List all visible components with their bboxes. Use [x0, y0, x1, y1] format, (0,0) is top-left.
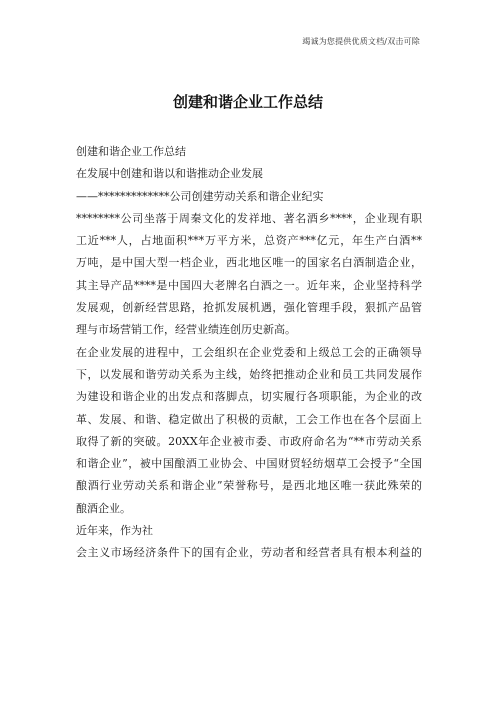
paragraph	[76, 141, 422, 163]
paragraph	[76, 520, 422, 542]
text-line: 理与市场营销工作，经营业绩连创历史新高。	[76, 323, 296, 337]
text-line: 创建和谐企业工作总结	[76, 145, 186, 158]
text-line: 发展观，创新经营思路，抢抓发展机遇，强化管理手段，狠抓产品管	[76, 301, 422, 315]
text-line: 在发展中创建和谐以和谐推动企业发展	[76, 167, 263, 181]
text-line: 在企业发展的进程中，工会组织在企业党委和上级总工会的正确领导	[76, 345, 422, 359]
text-line: 工近***人，占地面积***万平方米，总资产***亿元，年生产白酒**	[76, 234, 422, 248]
document-body	[76, 141, 422, 565]
paragraph	[76, 208, 422, 342]
text-line: 万吨，是中国大型一档企业，西北地区唯一的国家名白酒制造企业，	[76, 256, 422, 270]
text-line: 下，以发展和谐劳动关系为主线，始终把推动企业和员工共同发展作	[76, 367, 422, 381]
text-line: ——*************公司创建劳动关系和谐企业纪实	[76, 189, 324, 203]
text-line: 为建设和谐企业的出发点和落脚点，切实履行各项职能，为企业的改	[76, 390, 422, 404]
text-line: ********公司坐落于周秦文化的发祥地、著名酒乡****，企业现有职	[76, 211, 422, 225]
paragraph	[76, 342, 422, 520]
text-line: 和谐企业”，被中国酿酒工业协会、中国财贸轻纺烟草工会授予“全国	[76, 457, 422, 471]
document-title: 创建和谐企业工作总结	[172, 93, 323, 111]
text-line: 革、发展、和谐、稳定做出了积极的贡献，工会工作也在各个层面上	[76, 412, 422, 426]
paragraph	[76, 163, 422, 185]
header-note: 竭诚为您提供优质文档/双击可除	[302, 37, 420, 46]
text-line: 其主导产品****是中国四大老牌名白酒之一。近年来，企业坚持科学	[76, 278, 422, 292]
text-line: 酿酒行业劳动关系和谐企业”荣誉称号，是西北地区唯一获此殊荣的	[76, 479, 422, 493]
text-line: 酿酒企业。	[76, 501, 131, 515]
paragraph	[76, 542, 422, 564]
text-line: 近年来，作为社	[76, 524, 153, 538]
text-line: 会主义市场经济条件下的国有企业，劳动者和经营者具有根本利益的	[76, 546, 422, 560]
text-line: 取得了新的突破。20XX年企业被市委、市政府命名为“**市劳动关系	[76, 434, 422, 448]
paragraph	[76, 186, 422, 208]
